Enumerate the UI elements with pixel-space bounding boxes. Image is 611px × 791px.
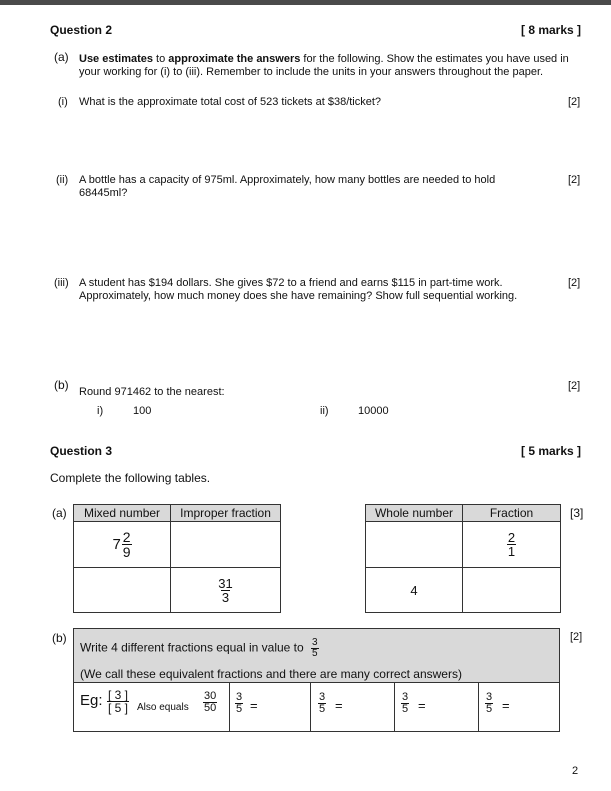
q3-a-marks: [3] xyxy=(570,506,584,520)
table2-r1-whole-answer[interactable] xyxy=(366,522,463,568)
q2-i-text: What is the approximate total cost of 523 tickets at $38/ticket? xyxy=(79,96,382,108)
improper-31-3 xyxy=(217,577,233,604)
eq-header-fraction xyxy=(311,638,319,659)
q2-a-instructions xyxy=(79,53,584,79)
table2-header-fraction: Fraction xyxy=(462,505,560,522)
q2-iii-label: (iii) xyxy=(54,277,69,289)
q2-a-plain-2: for the following. Show the estimates you have used in your working for (i) to (iii). Remember to include the units in your answers throughout the paper. xyxy=(79,53,569,78)
q2-a-bold-2: approximate the answers xyxy=(168,53,301,65)
fraction-2-1 xyxy=(507,531,516,558)
equivalent-answer-2[interactable] xyxy=(311,682,394,731)
q3-a-label: (a) xyxy=(52,506,67,520)
eg-num: [ 3 ] xyxy=(108,688,129,702)
q2-b-marks: [2] xyxy=(568,380,581,392)
q2-ii-text: A bottle has a capacity of 975ml. Approximately, how many bottles are needed to hold 68445ml? xyxy=(79,174,496,199)
question-2-marks: [ 8 marks ] xyxy=(521,23,582,37)
q2-b-text: Round 971462 to the nearest: xyxy=(79,386,225,398)
question-2-title: Question 2 xyxy=(50,23,113,37)
question-3-marks: [ 5 marks ] xyxy=(521,444,582,458)
equivalent-answer-1[interactable] xyxy=(230,682,310,731)
q2-b-label: (b) xyxy=(54,378,69,392)
equivalent-fractions-header xyxy=(73,628,560,683)
whole-fraction-table xyxy=(365,504,561,613)
equivalent-answer-3[interactable] xyxy=(395,682,478,731)
q2-b-ii-value: 10000 xyxy=(358,405,389,417)
q3-intro: Complete the following tables. xyxy=(50,471,211,485)
equivalent-fractions-row xyxy=(73,682,560,732)
q2-a-plain-1: to xyxy=(153,53,169,65)
cell2-equals: = xyxy=(335,698,343,713)
q2-i-marks: [2] xyxy=(568,96,581,108)
table1-r1-mixed xyxy=(74,522,171,568)
q2-ii-label: (ii) xyxy=(56,174,69,186)
improper-den: 3 xyxy=(221,589,230,605)
table1-r2-mixed-answer[interactable] xyxy=(74,568,171,613)
q2-b-i-value: 100 xyxy=(133,405,152,417)
q3-b-label: (b) xyxy=(52,631,67,645)
q3-b-marks: [2] xyxy=(570,631,583,643)
top-border xyxy=(0,0,611,5)
q2-i-label: (i) xyxy=(58,96,68,108)
question-3-title: Question 3 xyxy=(50,444,113,458)
cell1-den: 5 xyxy=(236,703,243,715)
fraction-num: 2 xyxy=(507,530,516,545)
table1-header-improper: Improper fraction xyxy=(171,505,281,522)
cell1-equals: = xyxy=(250,698,258,713)
eg-result-den: 50 xyxy=(204,702,217,714)
q2-a-label: (a) xyxy=(54,50,69,64)
q2-ii-marks: [2] xyxy=(568,174,581,186)
cell2-den: 5 xyxy=(319,703,326,715)
also-equals: Also equals xyxy=(137,702,189,713)
cell2-num: 3 xyxy=(319,691,326,703)
equivalent-answer-4[interactable] xyxy=(479,682,560,731)
table1-r1-improper-answer[interactable] xyxy=(171,522,281,568)
cell3-den: 5 xyxy=(402,703,409,715)
q2-a-bold-1: Use estimates xyxy=(79,53,153,65)
fraction-den: 1 xyxy=(507,544,516,559)
table1-header-mixed: Mixed number xyxy=(74,505,171,522)
table2-header-whole: Whole number xyxy=(366,505,463,522)
eq-header-text xyxy=(80,638,319,659)
table1-r2-improper xyxy=(171,568,281,613)
eg-result-fraction xyxy=(203,691,217,714)
table2-r2-whole: 4 xyxy=(366,568,463,613)
mixed-whole: 7 xyxy=(112,536,121,553)
cell4-den: 5 xyxy=(486,703,493,715)
eg-fraction xyxy=(107,689,129,714)
cell4-equals: = xyxy=(502,698,510,713)
mixed-den: 9 xyxy=(122,544,131,560)
q2-b-ii-label: ii) xyxy=(320,405,329,417)
eg-label: Eg: xyxy=(80,692,103,709)
cell3-num: 3 xyxy=(402,691,409,703)
eg-result-num: 30 xyxy=(204,690,217,702)
mixed-num: 2 xyxy=(122,529,131,545)
q2-iii-marks: [2] xyxy=(568,277,581,289)
mixed-improper-table xyxy=(73,504,281,613)
table2-r2-fraction-answer[interactable] xyxy=(462,568,560,613)
q2-iii-text: A student has $194 dollars. She gives $72 to a friend and earns $115 in part-time work. Approximately, how much money does she have remaining? Show full sequential working. xyxy=(79,277,518,302)
eq-header-den: 5 xyxy=(312,648,318,659)
eg-den: [ 5 ] xyxy=(108,701,129,715)
table2-r1-fraction xyxy=(462,522,560,568)
q2-b-i-label: i) xyxy=(97,405,104,417)
cell3-equals: = xyxy=(418,698,426,713)
mixed-number-7-2-9 xyxy=(112,530,131,559)
eq-header-num: 3 xyxy=(312,637,318,648)
cell4-num: 3 xyxy=(486,691,493,703)
eq-header-label: Write 4 different fractions equal in value to xyxy=(80,640,304,655)
eq-note: (We call these equivalent fractions and there are many correct answers) xyxy=(80,667,462,681)
improper-num: 31 xyxy=(218,575,233,591)
page-number: 2 xyxy=(572,765,579,777)
cell1-num: 3 xyxy=(236,691,243,703)
